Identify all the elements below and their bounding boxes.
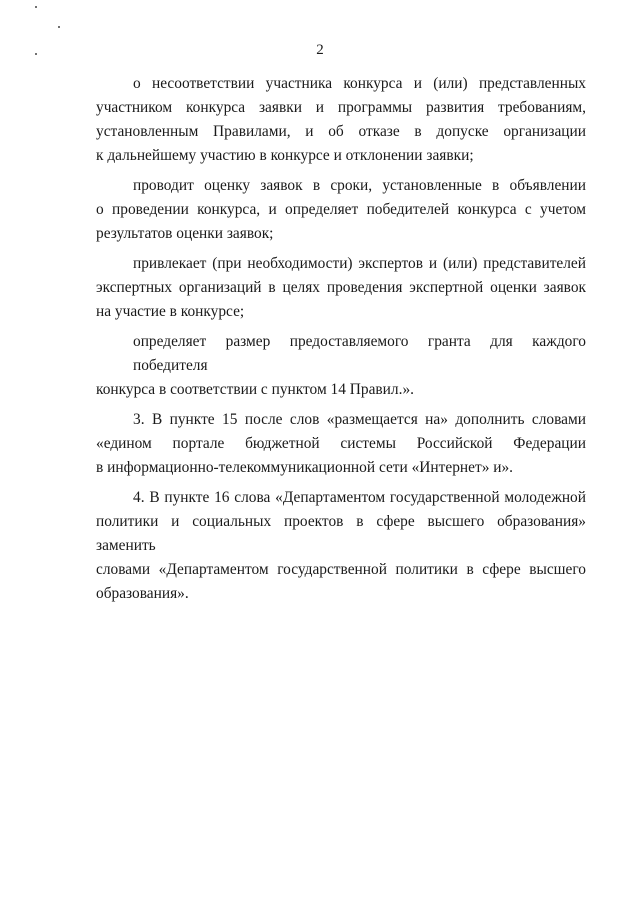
paragraph-nonconformity xyxy=(96,72,586,168)
paragraph-experts xyxy=(96,252,586,324)
text-line: определяет размер предоставляемого гранта для каждого победителя xyxy=(133,333,586,374)
text-line: привлекает (при необходимости) экспертов и (или) представителей xyxy=(133,255,586,272)
text-line: 4. В пункте 16 слова «Департаментом государственной молодежной xyxy=(133,489,586,506)
paragraph-grant-size xyxy=(96,330,586,402)
paragraph-evaluation xyxy=(96,174,586,246)
text-line: «едином портале бюджетной системы Российской Федерации xyxy=(96,435,586,452)
scan-speck xyxy=(58,26,60,28)
text-line: словами «Департаментом государственной политики в сфере высшего xyxy=(96,561,586,578)
text-line: образования». xyxy=(96,585,189,602)
text-line: 3. В пункте 15 после слов «размещается на» дополнить словами xyxy=(133,411,586,428)
document-body xyxy=(96,72,586,612)
text-line: проводит оценку заявок в сроки, установленные в объявлении xyxy=(133,177,586,194)
text-line: результатов оценки заявок; xyxy=(96,225,274,242)
paragraph-item-4 xyxy=(96,486,586,606)
page-number: 2 xyxy=(316,42,324,58)
text-line: к дальнейшему участию в конкурсе и отклонении заявки; xyxy=(96,147,474,164)
text-line: участником конкурса заявки и программы развития требованиям, xyxy=(96,99,586,116)
scan-speck xyxy=(35,6,37,8)
text-line: политики и социальных проектов в сфере высшего образования» заменить xyxy=(96,513,586,554)
text-line: на участие в конкурсе; xyxy=(96,303,245,320)
text-line: о несоответствии участника конкурса и (или) представленных xyxy=(133,75,586,92)
text-line: конкурса в соответствии с пунктом 14 Правил.». xyxy=(96,381,414,398)
text-line: установленным Правилами, и об отказе в допуске организации xyxy=(96,123,586,140)
paragraph-item-3 xyxy=(96,408,586,480)
text-line: в информационно-телекоммуникационной сети «Интернет» и». xyxy=(96,459,514,476)
text-line: экспертных организаций в целях проведения экспертной оценки заявок xyxy=(96,279,586,296)
text-line: о проведении конкурса, и определяет победителей конкурса с учетом xyxy=(96,201,586,218)
